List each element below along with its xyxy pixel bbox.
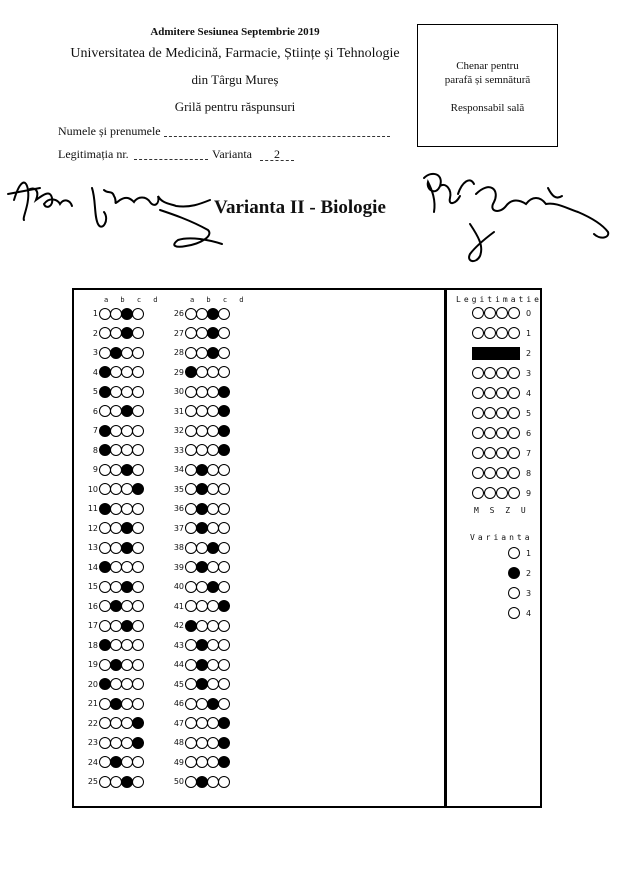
answer-row [84,579,143,594]
name-label: Numele și prenumele [58,124,161,138]
legitimatie-bubble[interactable] [496,327,508,339]
question-number: 33 [173,445,184,455]
question-number: 26 [173,309,184,318]
answer-row [170,365,229,380]
question-number: 44 [173,660,184,669]
answer-bubble-d[interactable] [132,698,144,710]
question-number: 3 [92,348,98,357]
answer-bubble-d[interactable] [132,444,144,456]
legitimatie-bubble[interactable] [472,467,484,479]
answer-row [84,423,143,438]
legitimatie-bubble[interactable] [484,367,496,379]
answer-bubble-d[interactable] [218,717,230,729]
question-number: 5 [92,387,98,396]
legitimatie-digit: 0 [526,308,532,318]
legitimatie-row [472,366,531,380]
question-number: 38 [173,543,184,552]
variant-value: 2 [260,147,294,161]
question-number: 45 [173,679,184,689]
varianta-number: 2 [526,568,532,578]
answer-row [170,326,229,341]
varianta-option [508,566,531,580]
answer-row [84,560,143,575]
answer-bubble-d[interactable] [218,347,230,359]
answer-bubble-d[interactable] [132,386,144,398]
question-number: 18 [87,640,98,650]
answer-bubble-d[interactable] [132,308,144,320]
answer-bubble-d[interactable] [218,327,230,339]
legitimatie-digit: 9 [526,488,532,498]
signature-box-line2: parafă și semnătură [444,74,531,86]
legitimatie-bubble[interactable] [496,387,508,399]
answer-row [170,677,229,692]
answer-bubble-d[interactable] [132,639,144,651]
answer-row [84,696,143,711]
answer-bubble-d[interactable] [218,600,230,612]
legitimatie-bubble[interactable] [496,487,508,499]
answer-row [84,774,143,789]
answer-bubble-d[interactable] [132,776,144,788]
answer-row [170,735,229,750]
question-number: 16 [87,601,98,611]
varianta-option [508,586,531,600]
question-number: 49 [173,757,184,767]
signature-box-line1: Chenar pentru [456,60,519,72]
place-letters: M S Z U [474,506,529,515]
answer-bubble-d[interactable] [132,542,144,554]
question-number: 1 [92,309,98,318]
answer-bubble-d[interactable] [132,366,144,378]
answer-row [84,326,143,341]
varianta-option [508,546,531,560]
answer-bubble-d[interactable] [132,678,144,690]
legitimatie-bubble[interactable] [472,387,484,399]
answer-bubble-d[interactable] [132,561,144,573]
question-number: 31 [173,406,184,416]
answer-row [170,560,229,575]
question-number: 11 [87,504,98,513]
question-number: 13 [87,543,98,552]
answer-bubble-d[interactable] [218,639,230,651]
legitimatie-row [472,386,531,400]
answer-bubble-d[interactable] [218,737,230,749]
legitimatie-digit: 1 [526,328,532,338]
question-number: 48 [173,738,184,747]
question-number: 28 [173,348,184,357]
answer-bubble-d[interactable] [132,327,144,339]
legitimatie-bubble[interactable] [508,487,520,499]
answer-bubble-d[interactable] [132,717,144,729]
answer-row [170,755,229,770]
legitimatie-bubble[interactable] [472,427,484,439]
legitimatie-bubble[interactable] [472,367,484,379]
name-field[interactable] [164,124,390,137]
legitimatie-bubble[interactable] [472,327,484,339]
answer-row [170,579,229,594]
answer-bubble-d[interactable] [132,503,144,515]
question-number: 7 [92,426,98,435]
legitimatie-digit: 4 [526,388,532,398]
answer-bubble-d[interactable] [132,659,144,671]
question-number: 37 [173,523,184,533]
varianta-bubble[interactable] [508,547,520,559]
legitimatie-digit: 5 [526,408,532,418]
answer-sheet-divider [444,288,447,808]
main-title: Varianta II - Biologie [214,197,386,218]
legitimatie-bubble[interactable] [472,307,484,319]
legitimatie-label: Legitimatie [456,295,542,304]
answer-bubble-d[interactable] [132,405,144,417]
legitimatie-bubble[interactable] [484,467,496,479]
legitimatie-row [472,446,531,460]
legitimatie-bubble[interactable] [484,427,496,439]
legitimatie-bubble[interactable] [508,407,520,419]
answer-row [84,482,143,497]
signature-box [417,24,558,147]
question-number: 30 [173,387,184,396]
answer-bubble-d[interactable] [218,483,230,495]
id-field[interactable] [134,147,208,160]
answer-bubble-d[interactable] [132,347,144,359]
question-number: 2 [92,328,98,338]
answer-row [170,774,229,789]
question-number: 15 [87,582,98,591]
question-number: 34 [173,465,184,474]
variant-label: Varianta [212,147,252,161]
legitimatie-bubble[interactable] [484,447,496,459]
answer-bubble-d[interactable] [218,776,230,788]
answer-bubble-d[interactable] [218,366,230,378]
answer-row [84,677,143,692]
legitimatie-bubble[interactable] [508,447,520,459]
question-number: 39 [173,562,184,572]
legitimatie-bubble[interactable] [484,307,496,319]
question-number: 35 [173,484,184,494]
answer-row [170,501,229,516]
answer-bubble-d[interactable] [218,620,230,632]
answer-row [84,716,143,731]
legitimatie-digit: 6 [526,428,532,438]
question-number: 19 [87,660,98,669]
answer-row [170,696,229,711]
column-header-left: a b c d [104,296,162,304]
question-number: 27 [173,328,184,338]
answer-row [84,501,143,516]
answer-row [170,618,229,633]
answer-row [170,345,229,360]
answer-row [170,657,229,672]
question-number: 4 [92,367,98,377]
varianta-label: Varianta [470,533,533,542]
answer-bubble-d[interactable] [132,522,144,534]
legitimatie-bubble[interactable] [508,387,520,399]
answer-row [170,306,229,321]
legitimatie-digit: 2 [526,348,532,358]
legitimatie-bubble[interactable] [496,447,508,459]
answer-bubble-d[interactable] [132,483,144,495]
varianta-number: 1 [526,548,532,558]
legitimatie-row [472,466,531,480]
answer-bubble-d[interactable] [218,425,230,437]
answer-row [170,423,229,438]
legitimatie-bubble[interactable] [496,407,508,419]
question-number: 20 [87,679,98,689]
answer-row [84,618,143,633]
question-number: 36 [173,504,184,513]
question-number: 46 [173,699,184,708]
answer-row [84,345,143,360]
answer-row [170,638,229,653]
answer-bubble-d[interactable] [132,581,144,593]
answer-row [170,404,229,419]
answer-row [84,462,143,477]
exam-session: Admitere Sesiunea Septembrie 2019 [150,26,320,38]
legitimatie-row [472,306,531,320]
question-number: 21 [87,699,98,708]
answer-row [170,462,229,477]
answer-bubble-d[interactable] [218,444,230,456]
legitimatie-digit: 8 [526,468,532,478]
question-number: 10 [87,484,98,494]
question-number: 50 [173,777,184,786]
question-number: 40 [173,582,184,591]
question-number: 8 [92,445,98,455]
legitimatie-bubble[interactable] [496,367,508,379]
legitimatie-bubble[interactable] [472,447,484,459]
question-number: 25 [87,777,98,786]
answer-bubble-d[interactable] [218,308,230,320]
answer-bubble-d[interactable] [218,561,230,573]
legitimatie-bubble[interactable] [508,307,520,319]
answer-row [84,755,143,770]
answer-bubble-d[interactable] [218,386,230,398]
question-number: 22 [87,718,98,728]
answer-bubble-d[interactable] [218,405,230,417]
legitimatie-bubble[interactable] [484,407,496,419]
question-number: 17 [87,621,98,630]
varianta-number: 3 [526,588,532,598]
answer-bubble-d[interactable] [218,542,230,554]
legitimatie-row [472,486,531,500]
answer-row [84,735,143,750]
answer-bubble-d[interactable] [218,678,230,690]
legitimatie-bubble[interactable] [472,407,484,419]
question-number: 47 [173,718,184,728]
varianta-bubble[interactable] [508,567,520,579]
legitimatie-bubble[interactable] [484,387,496,399]
answer-row [84,657,143,672]
question-number: 32 [173,426,184,435]
question-number: 29 [173,367,184,377]
answer-row [84,638,143,653]
question-number: 41 [173,601,184,611]
grid-title: Grilă pentru răspunsuri [174,99,296,114]
answer-bubble-d[interactable] [132,756,144,768]
varianta-bubble[interactable] [508,587,520,599]
university-name: Universitatea de Medicină, Farmacie, Științe și Tehnologie [70,46,400,61]
legitimatie-bubble[interactable] [508,427,520,439]
legitimatie-bubble[interactable] [484,487,496,499]
answer-bubble-d[interactable] [218,698,230,710]
answer-row [84,443,143,458]
answer-bubble-d[interactable] [218,659,230,671]
question-number: 14 [87,562,98,572]
varianta-number: 4 [526,608,532,618]
answer-bubble-d[interactable] [218,756,230,768]
answer-row [170,716,229,731]
answer-bubble-d[interactable] [132,425,144,437]
question-number: 42 [173,621,184,630]
column-header-right: a b c d [190,296,248,304]
answer-bubble-d[interactable] [218,522,230,534]
legitimatie-digit: 7 [526,448,532,458]
legitimatie-bubble[interactable] [508,367,520,379]
answer-bubble-d[interactable] [218,581,230,593]
legitimatie-bubble[interactable] [496,427,508,439]
answer-row [84,521,143,536]
university-city: din Târgu Mureș [191,72,279,87]
answer-row [170,599,229,614]
legitimatie-row [472,326,531,340]
question-number: 23 [87,738,98,747]
id-label: Legitimația nr. [58,147,129,161]
legitimatie-bubble[interactable] [484,327,496,339]
legitimatie-bubble[interactable] [496,307,508,319]
answer-row [84,540,143,555]
question-number: 9 [92,465,98,474]
answer-row [170,384,229,399]
legitimatie-digit: 3 [526,368,532,378]
legitimatie-bubble[interactable] [508,327,520,339]
answer-row [84,384,143,399]
answer-bubble-d[interactable] [132,464,144,476]
legitimatie-row [472,346,531,360]
legitimatie-row [472,426,531,440]
varianta-bubble[interactable] [508,607,520,619]
legitimatie-bubble[interactable] [496,467,508,479]
answer-row [170,521,229,536]
legitimatie-row [472,406,531,420]
answer-row [170,443,229,458]
answer-bubble-d[interactable] [132,620,144,632]
question-number: 43 [173,640,184,650]
legitimatie-bubble[interactable] [508,467,520,479]
answer-row [84,599,143,614]
answer-row [170,482,229,497]
legitimatie-bubble[interactable] [472,487,484,499]
question-number: 24 [87,757,98,767]
answer-row [84,404,143,419]
answer-bubble-d[interactable] [132,737,144,749]
signature-box-line3: Responsabil sală [450,102,525,114]
answer-bubble-d[interactable] [218,503,230,515]
answer-row [84,306,143,321]
question-number: 12 [87,523,98,533]
question-number: 6 [92,406,98,416]
varianta-option [508,606,531,620]
legitimatie-filled-bar [472,347,520,360]
answer-bubble-d[interactable] [218,464,230,476]
answer-row [170,540,229,555]
answer-bubble-d[interactable] [132,600,144,612]
answer-row [84,365,143,380]
